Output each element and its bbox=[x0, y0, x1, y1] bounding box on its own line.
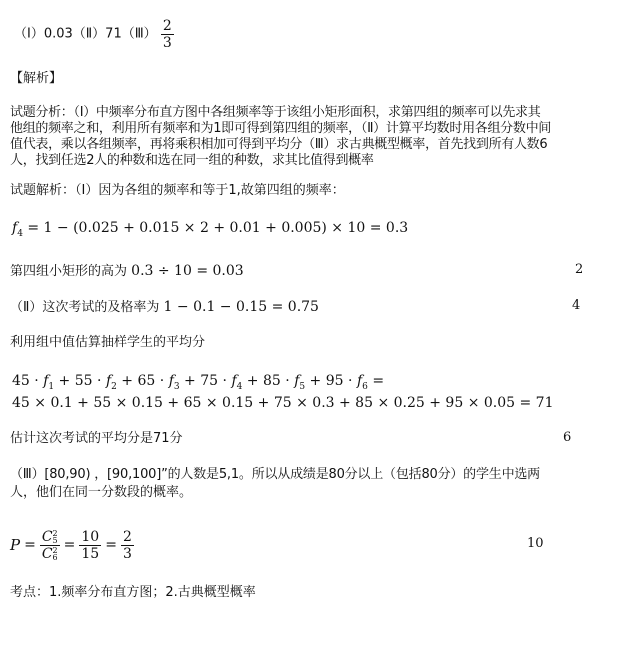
answer-text: （Ⅰ）0.03（Ⅱ）71（Ⅲ） bbox=[14, 26, 157, 42]
eq1-sub: 4 bbox=[17, 228, 23, 239]
answer-fraction bbox=[161, 18, 174, 51]
analysis-line-3: 值代表，乘以各组频率，再将乘积相加可得到平均分（Ⅲ）求古典概型概率，首先找到所有人数6 bbox=[10, 137, 548, 152]
answer-frac-den: 3 bbox=[162, 35, 172, 51]
prob-frac-mid bbox=[79, 529, 101, 562]
prob-frac-comb-den: C 2 6 bbox=[41, 545, 58, 562]
height-eq: 0.3 ÷ 10 = 0.03 bbox=[131, 263, 244, 279]
score-marker-6: 6 bbox=[563, 430, 572, 445]
answer-frac-num: 2 bbox=[162, 18, 172, 34]
analysis-line-1: 试题分析：（Ⅰ）中频率分布直方图中各组频率等于该组小矩形面积，求第四组的频率可以先求其 bbox=[10, 105, 541, 120]
pass-line bbox=[10, 298, 319, 317]
mean-term-2: $55 \cdot f_2$ bbox=[74, 373, 117, 392]
mean-intro: 利用组中值估算抽样学生的平均分 bbox=[10, 335, 206, 350]
height-line bbox=[10, 262, 244, 281]
prob-frac-result-den: 3 bbox=[122, 545, 132, 562]
score-marker-4: 4 bbox=[572, 298, 581, 313]
mean-line-1: $45 \cdot f_1 + 55 \cdot f_2 + 65 \cdot f_3 + 75 \cdot f_4 + 85 \cdot f_5 + 95 \cdot f_6$ = bbox=[12, 373, 385, 392]
prob-frac-mid-num: 10 bbox=[81, 528, 100, 545]
mean-conclusion: 估计这次考试的平均分是71分 bbox=[10, 431, 183, 446]
prob-frac-mid-den: 15 bbox=[81, 545, 100, 562]
solution-intro: 试题解析：（Ⅰ）因为各组的频率和等于1,故第四组的频率： bbox=[10, 183, 345, 198]
prob-frac-comb bbox=[40, 529, 60, 562]
mean-term-4: $75 \cdot f_4$ bbox=[200, 373, 243, 392]
pass-text: （Ⅱ）这次考试的及格率为 bbox=[10, 300, 160, 315]
mean-term-5: $85 \cdot f_5$ bbox=[263, 373, 306, 392]
equation-f4 bbox=[12, 219, 408, 243]
section-header: 【解析】 bbox=[10, 71, 63, 86]
prob-var: P bbox=[10, 536, 21, 554]
mean-term-3: $65 \cdot f_3$ bbox=[137, 373, 180, 392]
prob-frac-result bbox=[121, 529, 134, 562]
analysis-line-4: 人，找到任选2人的种数和选在同一组的种数，求其比值得到概率 bbox=[10, 153, 374, 168]
mean-line-2: 45 × 0.1 + 55 × 0.15 + 65 × 0.15 + 75 × 0.3 + 85 × 0.25 + 95 × 0.05 = 71 bbox=[12, 395, 554, 411]
part3-line-1: （Ⅲ）[80,90) ，[90,100]”的人数是5,1。所以从成绩是80分以上（包括80分）的学生中选两 bbox=[10, 467, 540, 482]
part3-line-2: 人，他们在同一分数段的概率。 bbox=[10, 485, 193, 500]
probability-equation: P = C 2 5 C 2 6 = $\frac{10}{15}$ = $\frac{2}{3}$ bbox=[10, 528, 132, 562]
score-marker-10: 10 bbox=[527, 536, 544, 551]
height-text: 第四组小矩形的高为 bbox=[10, 264, 128, 279]
mean-term-1: $45 \cdot f_1$ bbox=[12, 373, 55, 392]
footnote: 考点：1.频率分布直方图；2.古典概型概率 bbox=[10, 585, 256, 600]
prob-frac-comb-num: C 2 5 bbox=[41, 528, 58, 545]
prob-frac-result-num: 2 bbox=[122, 528, 132, 545]
mean-line-1-end: = bbox=[372, 373, 385, 389]
pass-eq: 1 − 0.1 − 0.15 = 0.75 bbox=[163, 299, 319, 315]
analysis-line-2: 他组的频率之和，利用所有频率和为1即可得到第四组的频率，（Ⅱ）计算平均数时用各组分数中间 bbox=[10, 121, 551, 136]
eq1-var: f bbox=[12, 220, 18, 236]
mean-term-6: $95 \cdot f_6$ bbox=[325, 373, 368, 392]
score-marker-2: 2 bbox=[575, 262, 584, 277]
eq1-rhs: = 1 − (0.025 + 0.015 × 2 + 0.01 + 0.005) × 10 = 0.3 bbox=[27, 220, 409, 236]
answer-line bbox=[14, 18, 174, 58]
